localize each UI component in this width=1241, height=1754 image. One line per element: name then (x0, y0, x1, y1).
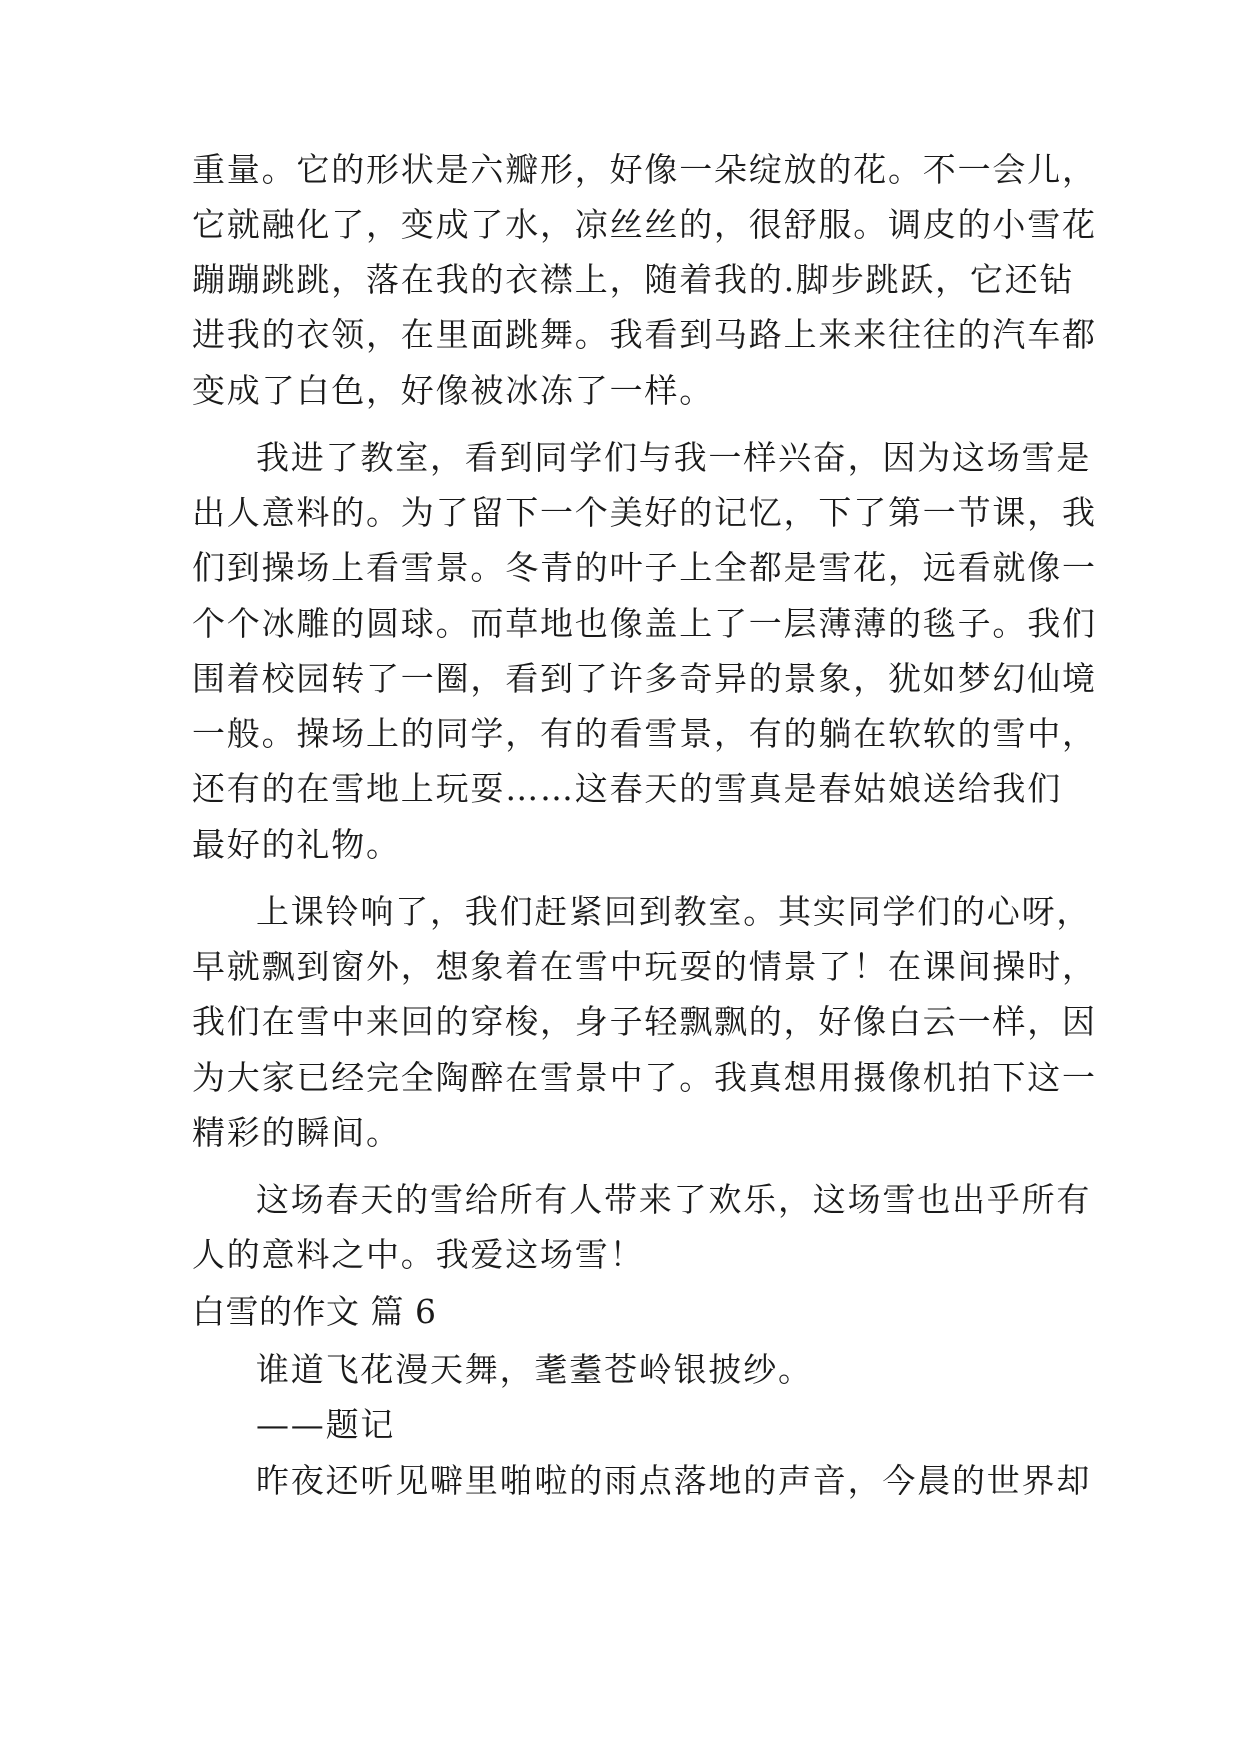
text-line: 人的意料之中。我爱这场雪！ (192, 1235, 645, 1274)
text-line: 重量。它的形状是六瓣形，好像一朵绽放的花。不一会儿， (192, 150, 1097, 189)
text-line: 个个冰雕的圆球。而草地也像盖上了一层薄薄的毯子。我们 (192, 604, 1097, 643)
text-line: 们到操场上看雪景。冬青的叶子上全都是雪花，远看就像一 (192, 548, 1097, 587)
text-line: 上课铃响了，我们赶紧回到教室。其实同学们的心呀， (256, 892, 1092, 931)
text-line: 还有的在雪地上玩耍……这春天的雪真是春姑娘送给我们 (192, 769, 1062, 808)
text-line: 这场春天的雪给所有人带来了欢乐，这场雪也出乎所有 (256, 1180, 1092, 1219)
text-line: 昨夜还听见噼里啪啦的雨点落地的声音，今晨的世界却 (256, 1461, 1092, 1500)
text-line: 最好的礼物。 (192, 825, 401, 864)
section-heading: 白雪的作文 篇 6 (192, 1292, 437, 1331)
epigraph-line: 谁道飞花漫天舞，耄耋苍岭银披纱。 (256, 1350, 813, 1389)
text-line: 进我的衣领，在里面跳舞。我看到马路上来来往往的汽车都 (192, 315, 1097, 354)
text-line: 为大家已经完全陶醉在雪景中了。我真想用摄像机拍下这一 (192, 1058, 1097, 1097)
text-line: 精彩的瞬间。 (192, 1113, 401, 1152)
text-line: 它就融化了，变成了水，凉丝丝的，很舒服。调皮的小雪花 (192, 205, 1097, 244)
text-line: 变成了白色，好像被冰冻了一样。 (192, 371, 714, 410)
text-line: 围着校园转了一圈，看到了许多奇异的景象，犹如梦幻仙境 (192, 659, 1097, 698)
text-line: 我们在雪中来回的穿梭，身子轻飘飘的，好像白云一样，因 (192, 1002, 1097, 1041)
text-line: 一般。操场上的同学，有的看雪景，有的躺在软软的雪中， (192, 714, 1097, 753)
text-line: 出人意料的。为了留下一个美好的记忆，下了第一节课，我 (192, 493, 1097, 532)
epigraph-attribution: ——题记 (256, 1405, 396, 1444)
text-line: 蹦蹦跳跳，落在我的衣襟上，随着我的.脚步跳跃，它还钻 (192, 260, 1075, 299)
text-line: 我进了教室，看到同学们与我一样兴奋，因为这场雪是 (256, 438, 1092, 477)
text-line: 早就飘到窗外，想象着在雪中玩耍的情景了！在课间操时， (192, 947, 1097, 986)
